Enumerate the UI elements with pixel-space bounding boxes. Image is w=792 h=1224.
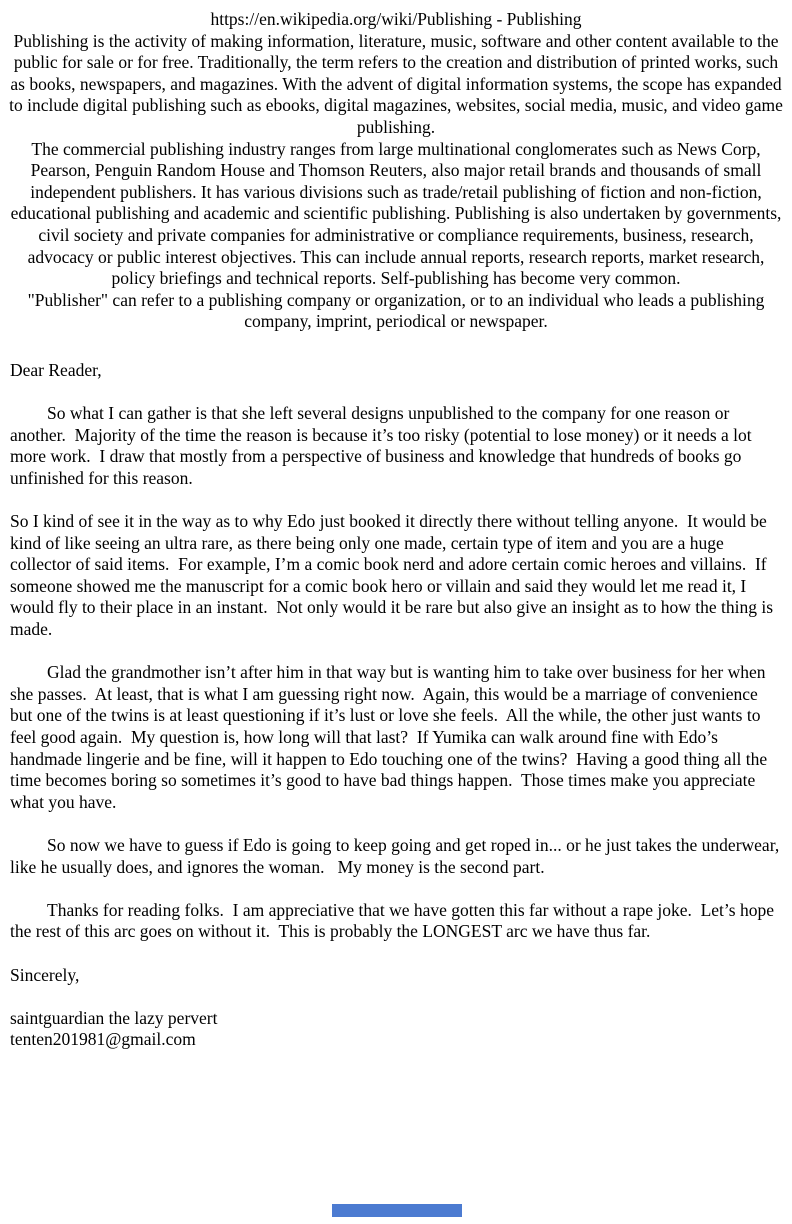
letter-paragraph-2: So I kind of see it in the way as to why Edo just booked it directly there without telling anyone. It would be kind of like seeing an ultra rare, as there being only one made, certain type of item and you are a huge collector of said items. For example, I’m a comic book nerd and adore certain comic heroes and villains. If someone showed me the manuscript for a comic book hero or villain and said they would let me read it, I would fly to their place in an instant. Not only would it be rare but also give an insight as to how the thing is made. <box>10 511 778 640</box>
letter-paragraph-4: So now we have to guess if Edo is going to keep going and get roped in... or he just takes the underwear, like he usually does, and ignores the woman. My money is the second part. <box>10 834 784 877</box>
signature-name: saintguardian the lazy pervert <box>10 1007 218 1028</box>
reader-letter-block <box>0 360 792 1051</box>
letter-salutation: Dear Reader, <box>10 359 102 380</box>
letter-paragraph-3: Glad the grandmother isn’t after him in that way but is wanting him to take over business for her when she passes. At least, that is what I am guessing right now. Again, this would be a marriage of convenience but one of the twins is at least questioning if it’s lust or love she feels. All the while, the other just wants to feel good again. My question is, how long will that last? If Yumika can walk around fine with Edo’s handmade lingerie and be fine, will it happen to Edo touching one of the twins? Having a good thing all the time becomes boring so sometimes it’s good to have bad things happen. Those times make you appreciate what you have. <box>10 662 772 812</box>
wikipedia-excerpt-block <box>0 0 792 333</box>
source-url-line: https://en.wikipedia.org/wiki/Publishing - Publishing <box>210 9 582 29</box>
letter-paragraph-5: Thanks for reading folks. I am appreciative that we have gotten this far without a rape joke. Let’s hope the rest of this arc goes on without it. This is probably the LONGEST arc we have thus far. <box>10 899 779 942</box>
letter-closing: Sincerely, <box>10 964 80 985</box>
wiki-paragraph-3: "Publisher" can refer to a publishing company or organization, or to an individual who leads a publishing company, imprint, periodical or newspaper. <box>27 289 769 332</box>
letter-paragraph-1: So what I can gather is that she left several designs unpublished to the company for one reason or another. Majority of the time the reason is because it’s too risky (potential to lose money) or it needs a lot more work. I draw that mostly from a perspective of business and knowledge that hundreds of books go unfinished for this reason. <box>10 403 757 488</box>
signature-block <box>10 1008 780 1051</box>
signature-email: tenten201981@gmail.com <box>10 1029 196 1050</box>
wiki-paragraph-2: The commercial publishing industry ranges from large multinational conglomerates such as News Corp, Pearson, Penguin Random House and Thomson Reuters, also major retail brands and thousands of small independent publishers. It has various divisions such as trade/retail publishing of fiction and non-fiction, educational publishing and academic and scientific publishing. Publishing is also undertaken by governments, civil society and private companies for administrative or compliance requirements, business, research, advocacy or public interest objectives. This can include annual reports, research reports, market research, policy briefings and technical reports. Self-publishing has become very common. <box>10 138 786 289</box>
wiki-paragraph-1: Publishing is the activity of making information, literature, music, software and other content available to the public for sale or for free. Traditionally, the term refers to the creation and distribution of printed works, such as books, newspapers, and magazines. With the advent of digital information systems, the scope has expanded to include digital publishing such as ebooks, digital magazines, websites, social media, music, and video game publishing. <box>9 30 788 137</box>
bottom-blue-bar <box>332 1204 462 1217</box>
